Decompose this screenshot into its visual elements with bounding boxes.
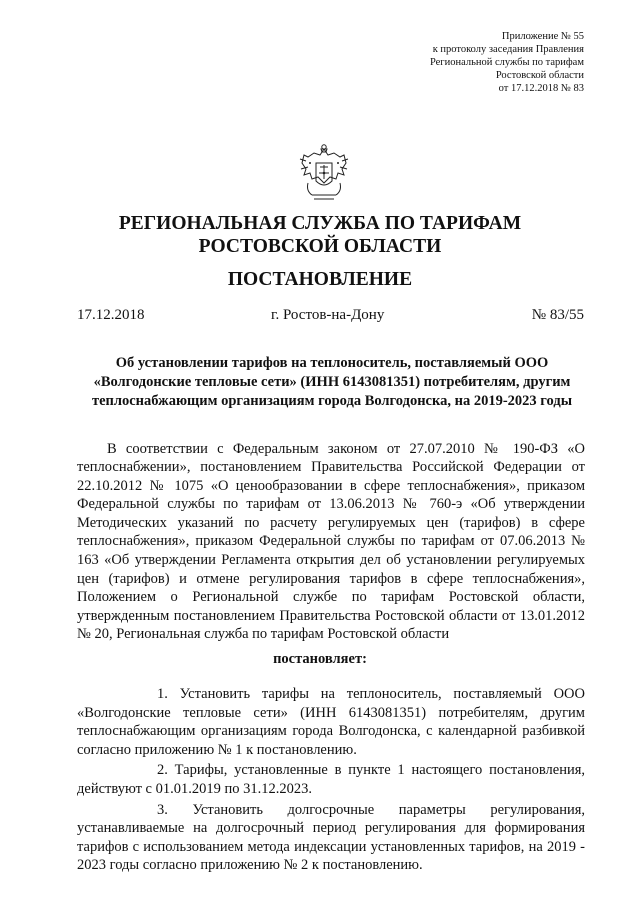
appendix-line-4: Ростовской области: [495, 70, 584, 81]
appendix-line-2: к протоколу заседания Правления: [432, 44, 584, 55]
resolution-item-3: [77, 801, 585, 875]
document-type: ПОСТАНОВЛЕНИЕ: [227, 269, 413, 290]
subject-line-3: теплоснабжающим организациям города Волгодонска, на 2019-2023 годы: [91, 393, 573, 409]
subject-line-1: Об установлении тарифов на теплоноситель, поставляемый ООО: [115, 355, 549, 371]
document-subject: [77, 354, 587, 411]
subject-line-2: «Волгодонские тепловые сети» (ИНН 6143081351) потребителям, другим: [93, 374, 571, 390]
organization-title-line-1: РЕГИОНАЛЬНАЯ СЛУЖБА ПО ТАРИФАМ: [118, 213, 522, 234]
coat-of-arms-icon: [296, 143, 352, 203]
document-date: 17.12.2018: [77, 307, 145, 323]
appendix-line-1: Приложение № 55: [501, 31, 584, 42]
item-text: Установить долгосрочные параметры регулирования, устанавливаемые на долгосрочный период регулирования для формирования тарифов с использованием метода индексации установленных тарифов, на 2019 - 2023 годы согласно приложению № 2 к постановлению.: [77, 801, 586, 874]
organization-title-line-2: РОСТОВСКОЙ ОБЛАСТИ: [198, 236, 442, 257]
document-number: № 83/55: [531, 307, 584, 323]
appendix-line-5: от 17.12.2018 № 83: [498, 83, 584, 94]
item-number: 3.: [157, 801, 168, 818]
preamble-paragraph: В соответствии с Федеральным законом от 27.07.2010 № 190-ФЗ «О теплоснабжении», постановлением Правительства Российской Федерации от 22.10.2012 № 1075 «О ценообразовании в сфере теплоснабжения», приказом Федеральной службы по тарифам от 13.06.2013 № 760-э «Об утверждении Методических указаний по расчету регулируемых цен (тарифов) в сфере теплоснабжения», приказом Федеральной службы по тарифам от 07.06.2013 № 163 «Об утверждении Регламента открытия дел об установлении регулируемых цен (тарифов) и отмене регулирования тарифов в сфере теплоснабжения», Положением о Региональной службе по тарифам Ростовской области, утвержденным постановлением Правительства Ростовской области от 13.01.2012 № 20, Региональная служба по тарифам Ростовской области: [77, 440, 585, 643]
resolution-items: [77, 685, 585, 877]
appendix-note: [430, 30, 584, 95]
item-text: Тарифы, установленные в пункте 1 настоящего постановления, действуют с 01.01.2019 по 31.12.2023.: [77, 762, 586, 797]
organization-title: [0, 212, 640, 258]
resolves-heading: постановляет:: [273, 651, 367, 667]
item-number: 1.: [157, 686, 168, 702]
item-text: Установить тарифы на теплоноситель, поставляемый ООО «Волгодонские тепловые сети» (ИНН 6143081351) потребителям, другим теплоснабжающим организациям города Волгодонска, с календарной разбивкой согласно приложению № 1 к постановлению.: [77, 686, 585, 758]
appendix-line-3: Региональной службы по тарифам: [429, 57, 584, 68]
document-city: г. Ростов-на-Дону: [271, 307, 385, 323]
resolution-item-1: [77, 685, 585, 759]
resolution-item-2: [77, 761, 585, 798]
item-number: 2.: [157, 762, 168, 779]
